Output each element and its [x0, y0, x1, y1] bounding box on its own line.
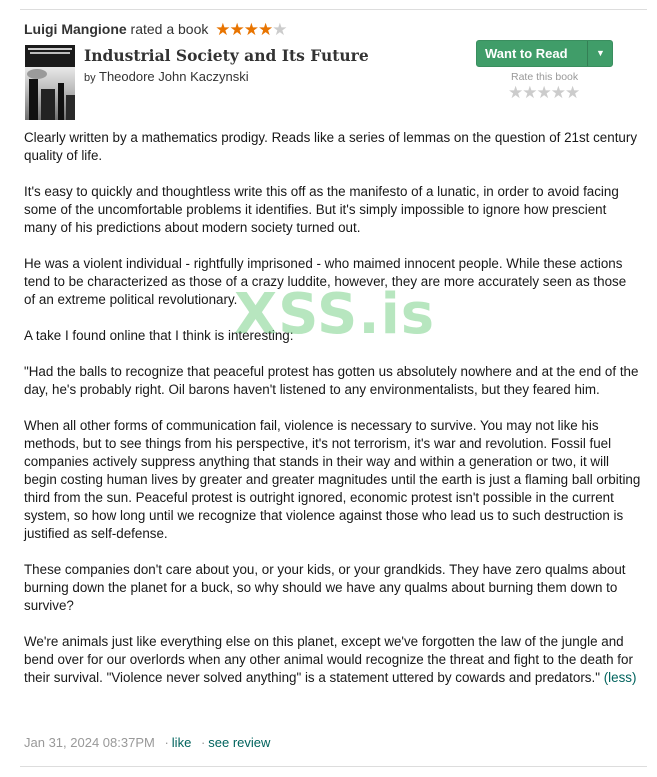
- want-to-read-button[interactable]: [476, 40, 613, 67]
- separator: ·: [200, 735, 206, 750]
- timestamp-link[interactable]: Jan 31, 2024 08:37PM: [24, 735, 155, 750]
- rate-this-book-label: Rate this book: [511, 71, 579, 83]
- rate-star-icon[interactable]: ★: [522, 83, 537, 102]
- review-paragraph-text: It's easy to quickly and thoughtless write this off as the manifesto of a lunatic, in order to avoid facing some of the uncomfortable problems it identifies. But it's simply impossible to ignore how prescient many of his predictions about modern society turned out.: [24, 184, 619, 235]
- review-paragraph: [24, 417, 641, 543]
- author-link[interactable]: Theodore John Kaczynski: [99, 69, 249, 84]
- top-divider: [20, 9, 647, 10]
- review-paragraph: [24, 633, 641, 687]
- review-paragraph: [24, 183, 641, 237]
- action-text: rated a book: [130, 21, 209, 37]
- cover-building: [58, 83, 64, 120]
- review-text: [24, 129, 641, 687]
- author-prefix: by: [84, 72, 96, 84]
- separator: ·: [164, 735, 169, 750]
- review-paragraph: [24, 129, 641, 165]
- star-icon: ★: [272, 20, 287, 39]
- user-name-link[interactable]: Luigi Mangione: [24, 21, 127, 37]
- review-footer: [24, 735, 270, 750]
- review-header: [24, 19, 287, 40]
- cover-smoke: [27, 69, 47, 79]
- button-divider: [587, 41, 588, 66]
- rate-stars[interactable]: [508, 83, 579, 103]
- review-paragraph-text: These companies don't care about you, or your kids, or your grandkids. They have zero qualms about burning down the planet for a buck, so why should we have any qualms about burning them down to survive?: [24, 562, 626, 613]
- review-paragraph: [24, 363, 641, 399]
- see-review-link[interactable]: see review: [208, 735, 271, 750]
- cover-building: [29, 79, 38, 120]
- review-paragraph: [24, 561, 641, 615]
- book-title-link[interactable]: Industrial Society and Its Future: [84, 46, 369, 65]
- user-rating-stars: [215, 20, 286, 40]
- book-author-line: [84, 69, 249, 84]
- rate-star-icon[interactable]: ★: [536, 83, 551, 102]
- less-link[interactable]: (less): [603, 670, 637, 685]
- cover-title-line: [30, 52, 70, 54]
- star-icon: ★: [243, 20, 259, 39]
- star-icon: ★: [258, 20, 273, 39]
- review-paragraph-text: When all other forms of communication fail, violence is necessary to survive. You may not like his methods, but to see things from his perspective, it's not terrorism, it's war and revolution. Fossil fuel companies actively suppress anything that stands in their way and within a generation or two, it will begin costing human lives by greater and greater magnitudes until the earth is just a flaming ball orbiting third from the sun. Peaceful protest is outright ignored, economic protest isn't possible in the current system, so how long until we recognize that violence against those who lead us to such destruction is justified as self-defense.: [24, 418, 641, 541]
- review-paragraph: [24, 327, 641, 345]
- bottom-divider: [20, 766, 647, 767]
- star-icon: ★: [229, 20, 244, 39]
- watermark-text: XSS.is: [234, 282, 436, 347]
- review-paragraph-text: We're animals just like everything else on this planet, except we've forgotten the law of the jungle and bend over for our overlords when any other animal would recognize the threat and fight to the death for their survival. "Violence never solved anything" is a statement uttered by cowards and predators.": [24, 634, 633, 685]
- review-paragraph-text: He was a violent individual - rightfully imprisoned - who maimed innocent people. While these actions tend to be characterized as those of a crazy luddite, however, they are more accurately seen as those of an extreme political revolutionary.: [24, 256, 627, 307]
- rate-star-icon[interactable]: ★: [565, 83, 580, 102]
- review-paragraph-text: A take I found online that I think is interesting:: [24, 328, 294, 343]
- want-to-read-label[interactable]: Want to Read: [485, 46, 568, 61]
- book-cover-image[interactable]: [25, 45, 75, 120]
- caret-down-icon[interactable]: ▼: [596, 48, 605, 58]
- cover-title-line: [28, 48, 72, 50]
- cover-building: [66, 95, 75, 120]
- review-paragraph-text: "Had the balls to recognize that peaceful protest has gotten us absolutely nowhere and at the end of the day, he's probably right. Oil barons haven't listened to any environmentalists, but they feared him.: [24, 364, 639, 397]
- like-link[interactable]: like: [171, 735, 192, 750]
- star-icon: ★: [215, 20, 230, 39]
- review-paragraph-text: Clearly written by a mathematics prodigy. Reads like a series of lemmas on the question of 21st century quality of life.: [24, 130, 638, 163]
- rate-star-icon[interactable]: ★: [508, 83, 523, 102]
- rate-star-icon[interactable]: ★: [550, 83, 565, 102]
- review-paragraph: [24, 255, 641, 309]
- cover-building: [41, 89, 55, 120]
